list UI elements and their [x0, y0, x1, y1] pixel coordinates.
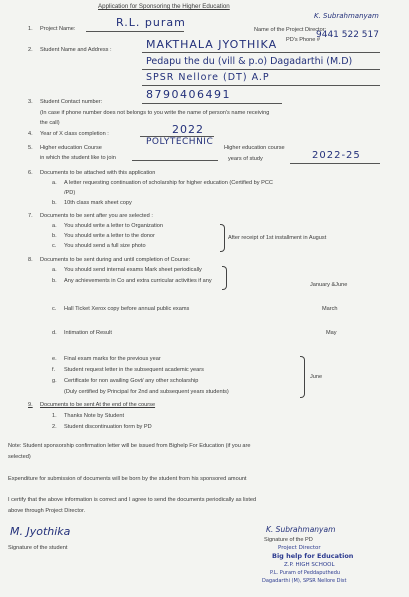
item-9-1: Thanks Note by Student — [64, 413, 125, 419]
years-value: 2022-25 — [312, 150, 361, 161]
item-6b: 10th class mark sheet copy — [64, 200, 132, 206]
pd-signature-label: Signature of the PD — [264, 537, 313, 543]
item-7b: You should write a letter to the donor — [64, 233, 155, 239]
course-label-2: in which the student like to join — [40, 155, 116, 161]
contact-value: 8790406491 — [146, 88, 231, 101]
note-7: After receipt of 1st installment in August — [228, 235, 327, 241]
contact-line — [142, 103, 282, 104]
form-title: Application for Sponsoring the Higher Education — [98, 3, 230, 10]
certify-line-1: I certify that the above information is correct and I agree to send the documents periodically as listed — [8, 497, 257, 503]
brace-7 — [220, 224, 225, 252]
item-8g-note: (Duly certified by Principal for 2nd and subsequent years students) — [64, 389, 229, 395]
item-6a: A letter requesting continuation of scholarship for higher education (Certified by PCC — [64, 180, 273, 186]
stamp-line-1: Project Director — [278, 545, 321, 551]
field-3-number: 3. — [28, 99, 33, 105]
when-8b: January &June — [310, 282, 348, 288]
item-8b: Any achievements in Co and extra curricular activities if any — [64, 278, 212, 284]
address-line-2-rule — [142, 85, 380, 86]
field-1-number: 1. — [28, 26, 33, 32]
address-line-2: SPSR Nellore (DT) A.P — [146, 72, 270, 83]
bullet-9-1: 1. — [52, 413, 57, 419]
brace-8efg — [300, 356, 305, 398]
item-8d: Intimation of Result — [64, 330, 112, 336]
course-value: POLYTECHNIC — [146, 137, 214, 147]
item-8e: Final exam marks for the previous year — [64, 356, 161, 362]
student-name-value: MAKTHALA JYOTHIKA — [146, 38, 278, 51]
project-name-value: R.L. puram — [116, 16, 186, 29]
brace-8b — [222, 266, 227, 290]
contact-note-2: the call) — [40, 120, 60, 126]
item-6a-cont: /PD) — [64, 190, 76, 196]
section-7-heading: Documents to be sent after you are selected : — [40, 213, 153, 219]
item-8a: You should send internal exams Mark sheet periodically — [64, 267, 202, 273]
project-name-line — [86, 31, 184, 32]
course-label: Higher education Course — [40, 145, 102, 151]
item-9-2: Student discontinuation form by PD — [64, 424, 152, 430]
item-8f: Student request letter in the subsequent academic years — [64, 367, 204, 373]
bullet-7b: b. — [52, 233, 57, 239]
field-8-number: 8. — [28, 257, 33, 263]
stamp-line-5: Dagadarthi (M), SPSR Nellore Dist — [262, 578, 347, 584]
note-line-1: Note: Student sponsorship confirmation letter will be issued from Bighelp For Education (if you are — [8, 443, 251, 449]
bullet-8c: c. — [52, 306, 57, 312]
section-9-heading: Documents to be sent At the end of the course — [40, 402, 156, 408]
contact-note-1: (In case if phone number does not belongs to you write the name of person's name receiving — [40, 110, 270, 116]
bullet-8e: e. — [52, 356, 57, 362]
field-5-number: 5. — [28, 145, 33, 151]
item-8c: Hall Ticket Xerox copy before annual public exams — [64, 306, 190, 312]
xclass-value: 2022 — [172, 123, 204, 136]
pd-phone-value: 9441 522 517 — [316, 30, 379, 40]
item-7a: You should write a letter to Organization — [64, 223, 163, 229]
field-6-number: 6. — [28, 170, 33, 176]
years-of-study-label: years of study — [228, 156, 263, 162]
bullet-9-2: 2. — [52, 424, 57, 430]
stamp-line-2: Big help for Education — [272, 552, 354, 560]
when-8c: March — [322, 306, 338, 312]
bullet-8a: a. — [52, 267, 57, 273]
bullet-8d: d. — [52, 330, 57, 336]
field-2-number: 2. — [28, 47, 33, 53]
expenditure-text: Expenditure for submission of documents will be born by the student from his sponsored amount — [8, 476, 247, 482]
project-name-label: Project Name: — [40, 26, 76, 32]
years-line — [290, 163, 380, 164]
field-7-number: 7. — [28, 213, 33, 219]
when-8d: May — [326, 330, 337, 336]
section-6-heading: Documents to be attached with this application — [40, 170, 156, 176]
address-line-1-rule — [142, 69, 380, 70]
pd-signature: K. Subrahmanyam — [266, 525, 336, 534]
address-line-1: Pedapu the du (vill & p.o) Dagadarthi (M.D) — [146, 56, 353, 67]
bullet-7c: c. — [52, 243, 57, 249]
student-name-label: Student Name and Address : — [40, 47, 112, 53]
item-7c: You should send a full size photo — [64, 243, 146, 249]
section-8-heading: Documents to be sent during and until completion of Course: — [40, 257, 191, 263]
student-signature-label: Signature of the student — [8, 545, 68, 551]
note-line-2: selected) — [8, 454, 31, 460]
bullet-6b: b. — [52, 200, 57, 206]
bullet-8b: b. — [52, 278, 57, 284]
pd-phone-label: PD's Phone # — [286, 37, 321, 43]
bullet-7a: a. — [52, 223, 57, 229]
field-9-number: 9. — [28, 402, 33, 408]
stamp-line-4: P.L. Puram of Peddaputhedu — [270, 570, 341, 576]
contact-label: Student Contact number: — [40, 99, 103, 105]
higher-ed-course-label: Higher education course — [224, 145, 285, 151]
student-signature: M. Jyothika — [10, 525, 71, 538]
xclass-label: Year of X class completion : — [40, 131, 109, 137]
bullet-8g: g. — [52, 378, 57, 384]
when-8efg: June — [310, 374, 323, 380]
bullet-8f: f. — [52, 367, 56, 373]
certify-line-2: above through Project Director. — [8, 508, 86, 514]
course-line — [132, 160, 218, 161]
student-name-line — [142, 52, 380, 53]
pd-name-label: Name of the Project Director: — [254, 27, 327, 33]
item-8g: Certificate for non availing Govt/ any other scholarship — [64, 378, 199, 384]
pd-name-value: K. Subrahmanyam — [314, 12, 379, 20]
stamp-line-3: Z.P. HIGH SCHOOL — [284, 562, 335, 568]
field-4-number: 4. — [28, 131, 33, 137]
bullet-6a: a. — [52, 180, 57, 186]
